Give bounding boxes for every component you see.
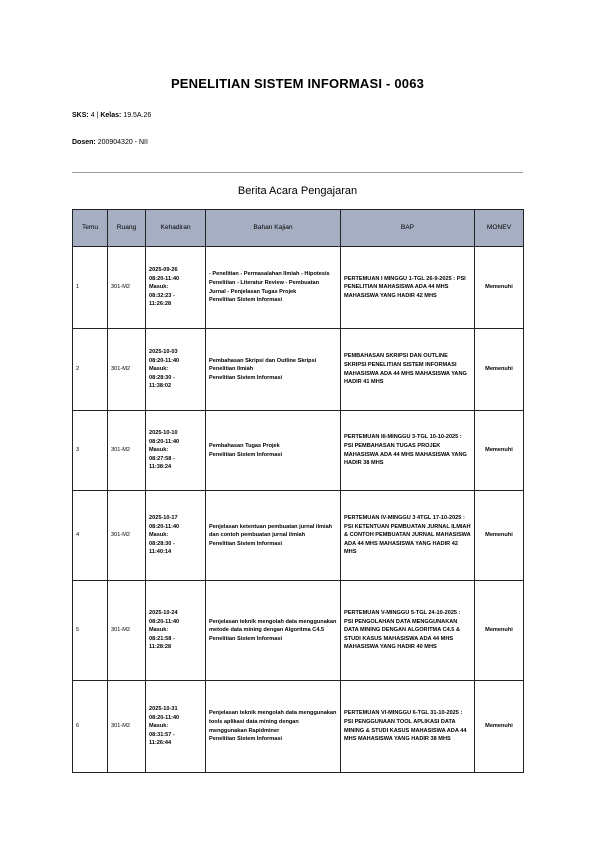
- course-name: Penelitian Sistem Informasi: [209, 635, 283, 642]
- cell-temu: 4: [73, 491, 108, 581]
- cell-bahan-kajian: [206, 329, 341, 411]
- cell-monev: Memenuhi: [475, 681, 524, 773]
- cell-bap: PERTEMUAN III-MINGGU 3-TGL 10-10-2025 : PSI PEMBAHASAN TUGAS PROJEK MAHASISWA ADA 44 MHS MAHASISWA YANG HADIR 38 MHS: [341, 411, 475, 491]
- cell-bap: PERTEMUAN IV-MINGGU 3 4TGL 17-10-2025 : PSI KETENTUAN PEMBUATAN JURNAL ILMIAH & CONTOH PEMBUATAN JURNAL MAHASISWA ADA 44 MHS MAHASISWA YANG HADIR 42 MHS: [341, 491, 475, 581]
- table-row: [73, 681, 524, 773]
- masuk-label: Masuk:: [149, 723, 169, 730]
- course-name: Penelitian Sistem Informasi: [209, 374, 283, 381]
- table-header-row: [73, 210, 524, 247]
- section-title: Berita Acara Pengajaran: [237, 185, 358, 197]
- cell-temu: 5: [73, 581, 108, 681]
- course-name: Penelitian Sistem Informasi: [209, 540, 283, 547]
- cell-ruang: 301-M2: [108, 247, 146, 329]
- cell-kehadiran: [146, 411, 206, 491]
- cell-ruang: 301-M2: [108, 491, 146, 581]
- schedule: 08:20-11:40: [149, 357, 180, 364]
- cell-temu: 6: [73, 681, 108, 773]
- cell-bap: PERTEMUAN I MINGGU 1-TGL 26-9-2025 : PSI PENELITIAN MAHASISWA ADA 44 MHS MAHASISWA YANG HADIR 42 MHS: [341, 247, 475, 329]
- dosen-label: Dosen:: [72, 139, 96, 146]
- topic: - Penelitian - Permasalahan Ilmiah - Hipotesis Penelitian - Literatur Review - Pembuatan Jurnal - Penjelasan Tugas Projek: [209, 271, 330, 295]
- cell-monev: Memenuhi: [475, 581, 524, 681]
- cell-temu: 1: [73, 247, 108, 329]
- masuk-label: Masuk:: [149, 284, 169, 291]
- cell-bap: PEMBAHASAN SKRIPSI DAN OUTLINE SKRIPSI PENELITIAN SISTEM INFORMASI MAHASISWA ADA 44 MHS MAHASISWA YANG HADIR 41 MHS: [341, 329, 475, 411]
- masuk-label: Masuk:: [149, 627, 169, 634]
- header-bahan-kajian: Bahan Kajian: [206, 210, 341, 247]
- time-out: 11:40:14: [149, 549, 172, 556]
- cell-monev: Memenuhi: [475, 491, 524, 581]
- masuk-label: Masuk:: [149, 532, 169, 539]
- table-row: [73, 329, 524, 411]
- cell-bap: PERTEMUAN V-MINGGU 5-TGL 24-10-2025 : PSI PENGOLAHAN DATA MENGGUNAKAN DATA MINING DENGAN ALGORITMA C4.5 & STUDI KASUS MAHASISWA ADA 44 MHS MAHASISWA YANG HADIR 40 MHS: [341, 581, 475, 681]
- schedule: 08:20-11:40: [149, 618, 180, 625]
- course-name: Penelitian Sistem Informasi: [209, 297, 283, 304]
- sks-value: 4: [90, 112, 95, 119]
- header-monev: MONEV: [475, 210, 524, 247]
- cell-monev: Memenuhi: [475, 329, 524, 411]
- time-in: 08:32:23 -: [149, 292, 175, 299]
- table-row: [73, 247, 524, 329]
- dosen-value: 200904320 - NII: [97, 139, 148, 146]
- cell-bahan-kajian: [206, 581, 341, 681]
- info-separator: |: [96, 112, 99, 119]
- time-in: 08:27:58 -: [149, 455, 175, 462]
- lecturer-info: [72, 139, 148, 146]
- cell-monev: Memenuhi: [475, 411, 524, 491]
- cell-bahan-kajian: [206, 491, 341, 581]
- kelas-value: 19.5A.26: [123, 112, 152, 119]
- cell-ruang: 301-M2: [108, 681, 146, 773]
- cell-ruang: 301-M2: [108, 411, 146, 491]
- time-out: 11:26:44: [149, 740, 172, 747]
- header-kehadiran: Kehadiran: [146, 210, 206, 247]
- cell-kehadiran: [146, 681, 206, 773]
- course-name: Penelitian Sistem Informasi: [209, 736, 283, 743]
- cell-temu: 3: [73, 411, 108, 491]
- topic: Pembahasan Skripsi dan Outline Skripsi Penelitian Ilmiah: [209, 357, 317, 373]
- topic: Penjelasan teknik mengolah data menggunakan metode data mining dengan Algoritma C4.5: [209, 618, 337, 634]
- time-out: 11:38:02: [149, 383, 172, 390]
- date: 2025-09-26: [149, 267, 178, 274]
- cell-monev: Memenuhi: [475, 247, 524, 329]
- topic: Pembahasan Tugas Projek: [209, 442, 280, 449]
- header-ruang: Ruang: [108, 210, 146, 247]
- time-in: 08:21:58 -: [149, 635, 175, 642]
- time-in: 08:28:30 -: [149, 374, 175, 381]
- sks-label: SKS:: [72, 112, 89, 119]
- schedule: 08:20-11:40: [149, 438, 180, 445]
- schedule: 08:20-11:40: [149, 714, 180, 721]
- topic: Penjelasan ketentuan pembuatan jurnal ilmiah dan contoh pembuatan jurnal ilmiah: [209, 523, 333, 539]
- page-title: PENELITIAN SISTEM INFORMASI - 0063: [170, 76, 425, 91]
- date: 2025-10-03: [149, 349, 178, 356]
- date: 2025-10-10: [149, 430, 178, 437]
- time-in: 08:28:30 -: [149, 540, 175, 547]
- cell-kehadiran: [146, 247, 206, 329]
- masuk-label: Masuk:: [149, 447, 169, 454]
- time-out: 11:26:28: [149, 301, 172, 308]
- cell-kehadiran: [146, 329, 206, 411]
- topic: Penjelasan teknik mengolah data menggunakan tools aplikasi data mining dengan menggunakan Rapidminer: [209, 710, 337, 734]
- header-bap: BAP: [341, 210, 475, 247]
- date: 2025-10-24: [149, 610, 178, 617]
- cell-ruang: 301-M2: [108, 329, 146, 411]
- time-out: 11:38:24: [149, 464, 172, 471]
- time-out: 11:28:28: [149, 644, 172, 651]
- cell-bahan-kajian: [206, 411, 341, 491]
- cell-temu: 2: [73, 329, 108, 411]
- course-name: Penelitian Sistem Informasi: [209, 451, 283, 458]
- divider: [72, 172, 523, 173]
- table-row: [73, 491, 524, 581]
- table-row: [73, 411, 524, 491]
- cell-kehadiran: [146, 581, 206, 681]
- date: 2025-10-17: [149, 515, 178, 522]
- schedule: 08:20-11:40: [149, 523, 180, 530]
- table-row: [73, 581, 524, 681]
- date: 2025-10-31: [149, 706, 178, 713]
- cell-kehadiran: [146, 491, 206, 581]
- header-temu: Temu: [73, 210, 108, 247]
- kelas-label: Kelas:: [100, 112, 122, 119]
- attendance-table: [72, 209, 524, 773]
- course-info: [72, 112, 151, 119]
- time-in: 08:31:57 -: [149, 731, 175, 738]
- cell-bap: PERTEMUAN VI-MINGGU 6-TGL 31-10-2025 : PSI PENGGUNAAN TOOL APLIKASI DATA MINING & STUDI KASUS MAHASISWA ADA 44 MHS MAHASISWA YANG HADIR 38 MHS: [341, 681, 475, 773]
- cell-bahan-kajian: [206, 247, 341, 329]
- schedule: 08:20-11:40: [149, 275, 180, 282]
- cell-ruang: 301-M2: [108, 581, 146, 681]
- masuk-label: Masuk:: [149, 366, 169, 373]
- cell-bahan-kajian: [206, 681, 341, 773]
